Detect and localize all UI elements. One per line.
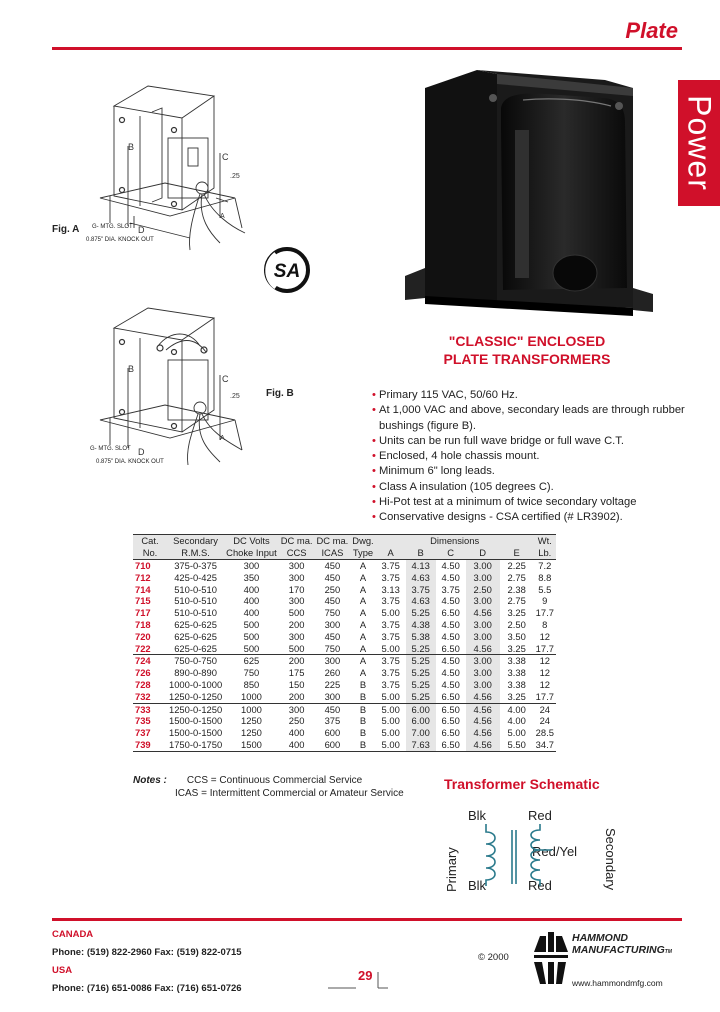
table-cell: 450 bbox=[324, 571, 341, 583]
table-cell: 510-0-510 bbox=[174, 595, 217, 607]
table-cell: 5.00 bbox=[381, 727, 400, 739]
table-row bbox=[133, 631, 556, 643]
table-row bbox=[133, 584, 556, 596]
table-cell: 3.00 bbox=[466, 595, 500, 607]
figure-b-drawing bbox=[70, 300, 270, 470]
table-cell: 5.00 bbox=[376, 643, 406, 655]
table-cell: 3.75 bbox=[381, 595, 400, 607]
table-cell: 400 bbox=[288, 727, 305, 739]
table-row bbox=[133, 595, 556, 607]
table-cell: 3.00 bbox=[466, 560, 500, 572]
table-cell: 300 bbox=[243, 560, 260, 571]
col-wt: Wt. bbox=[534, 535, 556, 548]
usa-label: USA bbox=[52, 965, 73, 976]
cat-number: 735 bbox=[135, 715, 151, 727]
table-cell: 4.56 bbox=[466, 703, 500, 715]
brand-name bbox=[572, 932, 672, 958]
table-cell: 150 bbox=[288, 678, 305, 690]
table-header-row bbox=[133, 535, 556, 548]
website-link[interactable]: www.hammondmfg.com bbox=[572, 978, 663, 988]
product-heading-line2: PLATE TRANSFORMERS bbox=[443, 351, 611, 367]
table-cell: 250 bbox=[288, 715, 305, 727]
cat-number: 724 bbox=[135, 655, 151, 667]
col-rms: R.M.S. bbox=[167, 547, 224, 560]
table-cell: B bbox=[350, 691, 375, 703]
table-cell: 24 bbox=[539, 703, 550, 715]
col-icas: ICAS bbox=[315, 547, 351, 560]
table-cell: 3.00 bbox=[466, 619, 500, 631]
canada-label: CANADA bbox=[52, 929, 94, 940]
table-cell: 450 bbox=[324, 560, 341, 571]
table-cell: B bbox=[359, 727, 367, 739]
table-cell: 500 bbox=[288, 607, 305, 619]
table-cell: A bbox=[359, 630, 367, 642]
product-heading bbox=[412, 332, 642, 368]
table-cell: 5.50 bbox=[500, 739, 534, 751]
table-cell: A bbox=[359, 595, 367, 607]
table-cell: 4.63 bbox=[406, 595, 436, 607]
table-cell: 1250 bbox=[241, 715, 262, 727]
table-row bbox=[133, 619, 556, 631]
figure-b-knockout: 0.875" DIA. KNOCK OUT bbox=[96, 459, 164, 465]
table-cell: 3.75 bbox=[381, 571, 400, 583]
table-cell: 450 bbox=[324, 703, 341, 715]
table-cell: 4.50 bbox=[441, 595, 460, 607]
table-cell: 3.00 bbox=[466, 631, 500, 643]
feature-item: • Primary 115 VAC, 50/60 Hz. bbox=[372, 388, 692, 403]
col-dimensions: Dimensions bbox=[376, 535, 534, 548]
table-cell: 300 bbox=[288, 630, 305, 642]
table-cell: 260 bbox=[324, 667, 341, 679]
table-row bbox=[133, 715, 556, 727]
table-cell: 3.00 bbox=[466, 679, 500, 691]
table-cell: 300 bbox=[324, 618, 341, 630]
table-cell: 3.00 bbox=[466, 572, 500, 584]
col-no: No. bbox=[133, 547, 167, 560]
cat-number: 718 bbox=[135, 618, 151, 630]
figure-b-label: Fig. B bbox=[266, 388, 294, 399]
table-cell: 750-0-750 bbox=[174, 655, 217, 667]
table-cell: 200 bbox=[279, 691, 315, 703]
fig-b-dim-d: D bbox=[138, 447, 145, 457]
table-cell: A bbox=[359, 571, 367, 583]
table-cell: 3.75 bbox=[381, 560, 400, 571]
note-ccs: CCS = Continuous Commercial Service bbox=[186, 775, 363, 786]
header-rule bbox=[52, 47, 682, 50]
transformer-photo bbox=[405, 68, 653, 318]
table-cell: 3.75 bbox=[381, 678, 400, 690]
table-cell: 5.00 bbox=[376, 739, 406, 751]
table-cell: 3.25 bbox=[500, 691, 534, 703]
table-cell: 1750-0-1750 bbox=[169, 738, 223, 750]
table-cell: 9 bbox=[542, 595, 548, 607]
table-cell: 7.00 bbox=[406, 727, 436, 739]
brand-line1: HAMMOND bbox=[572, 932, 628, 944]
cat-number: 728 bbox=[135, 678, 151, 690]
table-cell: 24 bbox=[539, 715, 550, 727]
table-cell: 3.75 bbox=[381, 667, 400, 679]
table-cell: 6.50 bbox=[436, 643, 466, 655]
table-row bbox=[133, 703, 556, 715]
table-cell: 625-0-625 bbox=[174, 630, 217, 642]
brand-line2: MANUFACTURING bbox=[572, 944, 665, 956]
col-dim-c: C bbox=[436, 547, 466, 560]
table-cell: 600 bbox=[324, 727, 341, 739]
feature-item: • Minimum 6" long leads. bbox=[372, 464, 692, 479]
table-cell: 200 bbox=[288, 618, 305, 630]
cat-number: 733 bbox=[135, 703, 151, 715]
table-cell: 250 bbox=[324, 583, 341, 595]
table-cell: 400 bbox=[243, 595, 260, 607]
schematic-secondary-label: Secondary bbox=[603, 828, 618, 891]
table-cell: 300 bbox=[315, 691, 351, 703]
table-cell: 4.50 bbox=[441, 678, 460, 690]
col-dim-b: B bbox=[406, 547, 436, 560]
table-row bbox=[133, 679, 556, 691]
feature-item: • Class A insulation (105 degrees C). bbox=[372, 480, 692, 495]
col-type: Type bbox=[350, 547, 375, 560]
cat-number: 715 bbox=[135, 595, 151, 607]
table-cell: B bbox=[359, 678, 367, 690]
table-cell: 890-0-890 bbox=[174, 667, 217, 679]
table-cell: 4.50 bbox=[441, 667, 460, 679]
table-cell: 2.50 bbox=[507, 618, 526, 630]
table-cell: 4.56 bbox=[466, 607, 500, 619]
table-cell: 200 bbox=[288, 655, 305, 667]
table-cell: 4.56 bbox=[466, 715, 500, 727]
table-cell: 4.56 bbox=[466, 739, 500, 751]
table-cell: 34.7 bbox=[535, 738, 554, 750]
fig-b-dim-a: A bbox=[220, 435, 225, 442]
table-cell: 4.00 bbox=[507, 715, 526, 727]
table-row bbox=[133, 560, 556, 572]
table-cell: 300 bbox=[288, 560, 305, 571]
table-cell: 625-0-625 bbox=[174, 618, 217, 630]
table-cell: 625-0-625 bbox=[167, 643, 224, 655]
table-cell: 12 bbox=[539, 678, 550, 690]
table-cell: 750 bbox=[243, 667, 260, 679]
table-cell: 8 bbox=[542, 618, 548, 630]
page-title: Plate bbox=[625, 18, 678, 43]
table-cell: 3.25 bbox=[500, 643, 534, 655]
table-cell: 3.50 bbox=[507, 630, 526, 642]
table-cell: 510-0-510 bbox=[174, 607, 217, 619]
page-number: 29 bbox=[358, 968, 373, 983]
cat-number: 726 bbox=[135, 667, 151, 679]
table-cell: 3.38 bbox=[507, 678, 526, 690]
table-cell: 2.38 bbox=[507, 583, 526, 595]
table-cell: 1500-0-1500 bbox=[169, 715, 223, 727]
table-cell: 6.50 bbox=[441, 703, 460, 715]
cat-number: 722 bbox=[133, 643, 167, 655]
fig-b-dim-e: .25 bbox=[230, 393, 240, 400]
table-cell: 6.00 bbox=[406, 703, 436, 715]
copyright: © 2000 bbox=[478, 952, 509, 963]
col-dim-e: E bbox=[500, 547, 534, 560]
table-cell: 510-0-510 bbox=[174, 583, 217, 595]
table-cell: 3.00 bbox=[466, 667, 500, 679]
table-cell: 5.25 bbox=[406, 607, 436, 619]
table-cell: 4.00 bbox=[507, 703, 526, 715]
table-cell: 350 bbox=[243, 571, 260, 583]
table-body bbox=[133, 560, 556, 752]
hammond-logo-icon bbox=[532, 928, 570, 988]
table-row bbox=[133, 727, 556, 739]
feature-item: • At 1,000 VAC and above, secondary leads are through rubber bushings (figure B). bbox=[372, 403, 692, 434]
table-cell: 3.75 bbox=[381, 630, 400, 642]
table-cell: 225 bbox=[324, 678, 341, 690]
table-row bbox=[133, 607, 556, 619]
table-row bbox=[133, 667, 556, 679]
table-cell: 1500-0-1500 bbox=[169, 727, 223, 739]
table-cell: 5.25 bbox=[406, 691, 436, 703]
fig-a-dim-b: B bbox=[128, 142, 135, 152]
figure-a-label: Fig. A bbox=[52, 224, 80, 235]
table-cell: 3.75 bbox=[441, 583, 460, 595]
col-lb: Lb. bbox=[534, 547, 556, 560]
schematic-blk-bottom: Blk bbox=[468, 878, 487, 893]
fig-b-dim-b: B bbox=[128, 364, 135, 374]
table-cell: 170 bbox=[288, 583, 305, 595]
table-cell: 1250-0-1250 bbox=[169, 703, 223, 715]
table-cell: 300 bbox=[288, 571, 305, 583]
section-tab-label: Power bbox=[681, 95, 718, 191]
table-cell: 2.25 bbox=[507, 560, 526, 571]
csa-mark-text: SA bbox=[273, 261, 301, 282]
brand-tm: TM bbox=[664, 949, 672, 955]
table-cell: 2.75 bbox=[507, 571, 526, 583]
table-cell: 300 bbox=[288, 703, 305, 715]
table-cell: B bbox=[350, 739, 375, 751]
contact-info bbox=[52, 926, 242, 998]
table-cell: 3.38 bbox=[507, 667, 526, 679]
table-cell: 5.25 bbox=[406, 679, 436, 691]
table-cell: 8.8 bbox=[538, 571, 552, 583]
table-cell: 4.56 bbox=[466, 643, 500, 655]
col-dim-d: D bbox=[466, 547, 500, 560]
table-cell: 6.50 bbox=[441, 715, 460, 727]
table-cell: 500 bbox=[224, 643, 279, 655]
table-cell: 300 bbox=[324, 655, 341, 667]
canada-phone: Phone: (519) 822-2960 Fax: (519) 822-0715 bbox=[52, 947, 242, 958]
table-cell: 5.00 bbox=[381, 607, 400, 619]
figure-b-slot: G- MTG. SLOT bbox=[90, 446, 131, 452]
table-cell: 3.00 bbox=[466, 655, 500, 667]
col-ccs: CCS bbox=[279, 547, 315, 560]
col-dc-volts: DC Volts bbox=[224, 535, 279, 548]
product-heading-line1: "CLASSIC" ENCLOSED bbox=[448, 333, 606, 349]
note-icas: ICAS = Intermittent Commercial or Amateur Service bbox=[175, 788, 404, 799]
figure-a-knockout: 0.875" DIA. KNOCK OUT bbox=[86, 237, 154, 243]
table-cell: 3.25 bbox=[507, 607, 526, 619]
figure-a-slot: G- MTG. SLOT bbox=[92, 224, 133, 230]
table-cell: 12 bbox=[539, 630, 550, 642]
table-cell: 3.75 bbox=[381, 618, 400, 630]
table-cell: 4.50 bbox=[441, 618, 460, 630]
table-cell: 1250-0-1250 bbox=[169, 690, 223, 702]
table-row bbox=[133, 655, 556, 667]
table-cell: 4.50 bbox=[441, 630, 460, 642]
cat-number: 712 bbox=[135, 571, 151, 583]
table-cell: 400 bbox=[279, 739, 315, 751]
table-cell: 400 bbox=[243, 583, 260, 595]
cat-number: 720 bbox=[135, 630, 151, 642]
cat-number: 739 bbox=[133, 739, 167, 751]
feature-list bbox=[372, 388, 692, 526]
col-choke-input: Choke Input bbox=[226, 547, 277, 558]
feature-item: • Hi-Pot test at a minimum of twice secondary voltage bbox=[372, 495, 692, 510]
table-cell: 4.63 bbox=[406, 572, 436, 584]
fig-a-dim-c: C bbox=[222, 152, 229, 162]
footer-rule bbox=[52, 918, 682, 921]
table-cell: 6.50 bbox=[441, 727, 460, 739]
table-cell: 175 bbox=[288, 667, 305, 679]
cat-number: 732 bbox=[133, 691, 167, 703]
table-cell: 2.50 bbox=[466, 584, 500, 596]
col-secondary: Secondary bbox=[167, 535, 224, 548]
table-row bbox=[133, 739, 556, 751]
table-cell: 2.75 bbox=[507, 595, 526, 607]
table-row bbox=[133, 572, 556, 584]
cat-number: 737 bbox=[135, 727, 151, 739]
table-cell: 500 bbox=[243, 630, 260, 642]
table-cell: 4.50 bbox=[441, 560, 460, 571]
table-cell: 3.38 bbox=[507, 655, 526, 667]
table-cell: 5.00 bbox=[381, 715, 400, 727]
table-cell: A bbox=[359, 607, 367, 619]
table-row bbox=[133, 691, 556, 703]
table-cell: 4.56 bbox=[466, 691, 500, 703]
col-cat: Cat. bbox=[133, 535, 167, 548]
table-cell: 375-0-375 bbox=[174, 560, 217, 571]
table-cell: 400 bbox=[243, 607, 260, 619]
table-cell: 4.50 bbox=[441, 655, 460, 667]
table-row bbox=[133, 643, 556, 655]
table-cell: 300 bbox=[288, 595, 305, 607]
table-cell: 5.00 bbox=[507, 727, 526, 739]
table-subheader-row bbox=[133, 547, 556, 560]
usa-phone: Phone: (716) 651-0086 Fax: (716) 651-0726 bbox=[52, 983, 242, 994]
table-cell: A bbox=[359, 618, 367, 630]
table-cell: 12 bbox=[539, 655, 550, 667]
table-cell: 17.7 bbox=[535, 690, 554, 702]
col-dc-ma-icas: DC ma. bbox=[316, 535, 349, 546]
table-cell: 5.25 bbox=[406, 667, 436, 679]
table-cell: 6.50 bbox=[436, 739, 466, 751]
table-cell: 4.38 bbox=[406, 619, 436, 631]
notes-label: Notes : bbox=[133, 775, 167, 786]
cat-number: 717 bbox=[135, 607, 151, 619]
table-cell: 500 bbox=[279, 643, 315, 655]
table-cell: A bbox=[359, 655, 367, 667]
table-cell: B bbox=[359, 703, 367, 715]
table-cell: 12 bbox=[539, 667, 550, 679]
table-cell: 1250 bbox=[241, 727, 262, 739]
schematic-red-yel: Red/Yel bbox=[532, 844, 578, 859]
fig-b-dim-c: C bbox=[222, 374, 229, 384]
table-cell: 3.75 bbox=[381, 655, 400, 667]
table-cell: 7.2 bbox=[538, 560, 552, 571]
table-cell: A bbox=[359, 667, 367, 679]
table-cell: B bbox=[359, 715, 367, 727]
table-cell: 450 bbox=[324, 630, 341, 642]
schematic-red-bottom: Red bbox=[528, 878, 552, 893]
table-cell: 5.00 bbox=[381, 703, 400, 715]
notes bbox=[133, 774, 404, 800]
table-cell: 6.00 bbox=[406, 715, 436, 727]
table-cell: 6.50 bbox=[441, 607, 460, 619]
fig-a-dim-a: A bbox=[220, 213, 225, 220]
section-tab bbox=[678, 80, 720, 206]
table-cell: A bbox=[359, 583, 367, 595]
table-cell: 5.5 bbox=[538, 583, 552, 595]
table-cell: 5.25 bbox=[406, 655, 436, 667]
col-dwg: Dwg. bbox=[352, 535, 374, 546]
col-dc-ma-ccs: DC ma. bbox=[280, 535, 313, 546]
table-cell: 4.13 bbox=[406, 560, 436, 572]
table-cell: 450 bbox=[324, 595, 341, 607]
col-dim-a: A bbox=[376, 547, 406, 560]
table-cell: 1000-0-1000 bbox=[169, 678, 223, 690]
table-cell: 1000 bbox=[224, 691, 279, 703]
feature-item: • Units can be run full wave bridge or full wave C.T. bbox=[372, 434, 692, 449]
feature-item: • Enclosed, 4 hole chassis mount. bbox=[372, 449, 692, 464]
table-cell: 3.13 bbox=[381, 583, 400, 595]
table-cell: 600 bbox=[315, 739, 351, 751]
schematic-primary-label: Primary bbox=[444, 847, 459, 892]
schematic-blk-top: Blk bbox=[468, 808, 487, 823]
cat-number: 714 bbox=[135, 583, 151, 595]
table-cell: 28.5 bbox=[535, 727, 554, 739]
table-cell: 6.50 bbox=[436, 691, 466, 703]
spec-table bbox=[133, 534, 556, 752]
table-cell: 425-0-425 bbox=[174, 571, 217, 583]
cat-number: 710 bbox=[135, 560, 151, 571]
table-cell: 17.7 bbox=[535, 642, 554, 654]
fig-a-dim-d: D bbox=[138, 225, 145, 235]
schematic-title: Transformer Schematic bbox=[444, 776, 600, 792]
table-cell: 7.63 bbox=[406, 739, 436, 751]
table-cell: A bbox=[359, 560, 367, 571]
table-cell: 17.7 bbox=[535, 607, 554, 619]
table-cell: 850 bbox=[243, 678, 260, 690]
table-cell: A bbox=[350, 643, 375, 655]
table-cell: 625 bbox=[243, 655, 260, 667]
fig-a-dim-e: .25 bbox=[230, 173, 240, 180]
table-cell: 4.50 bbox=[441, 571, 460, 583]
table-cell: 750 bbox=[324, 607, 341, 619]
table-cell: 5.00 bbox=[376, 691, 406, 703]
table-cell: 5.38 bbox=[406, 631, 436, 643]
table-cell: 3.75 bbox=[406, 584, 436, 596]
table-cell: 1000 bbox=[241, 703, 262, 715]
transformer-schematic bbox=[436, 800, 616, 912]
table-cell: 375 bbox=[324, 715, 341, 727]
table-cell: 1500 bbox=[224, 739, 279, 751]
table-cell: 5.25 bbox=[406, 643, 436, 655]
feature-item: • Conservative designs - CSA certified (# LR3902). bbox=[372, 510, 692, 525]
table-cell: 4.56 bbox=[466, 727, 500, 739]
schematic-red-top: Red bbox=[528, 808, 552, 823]
table-cell: 750 bbox=[315, 643, 351, 655]
table-cell: 500 bbox=[243, 618, 260, 630]
csa-certification-logo bbox=[262, 245, 312, 295]
